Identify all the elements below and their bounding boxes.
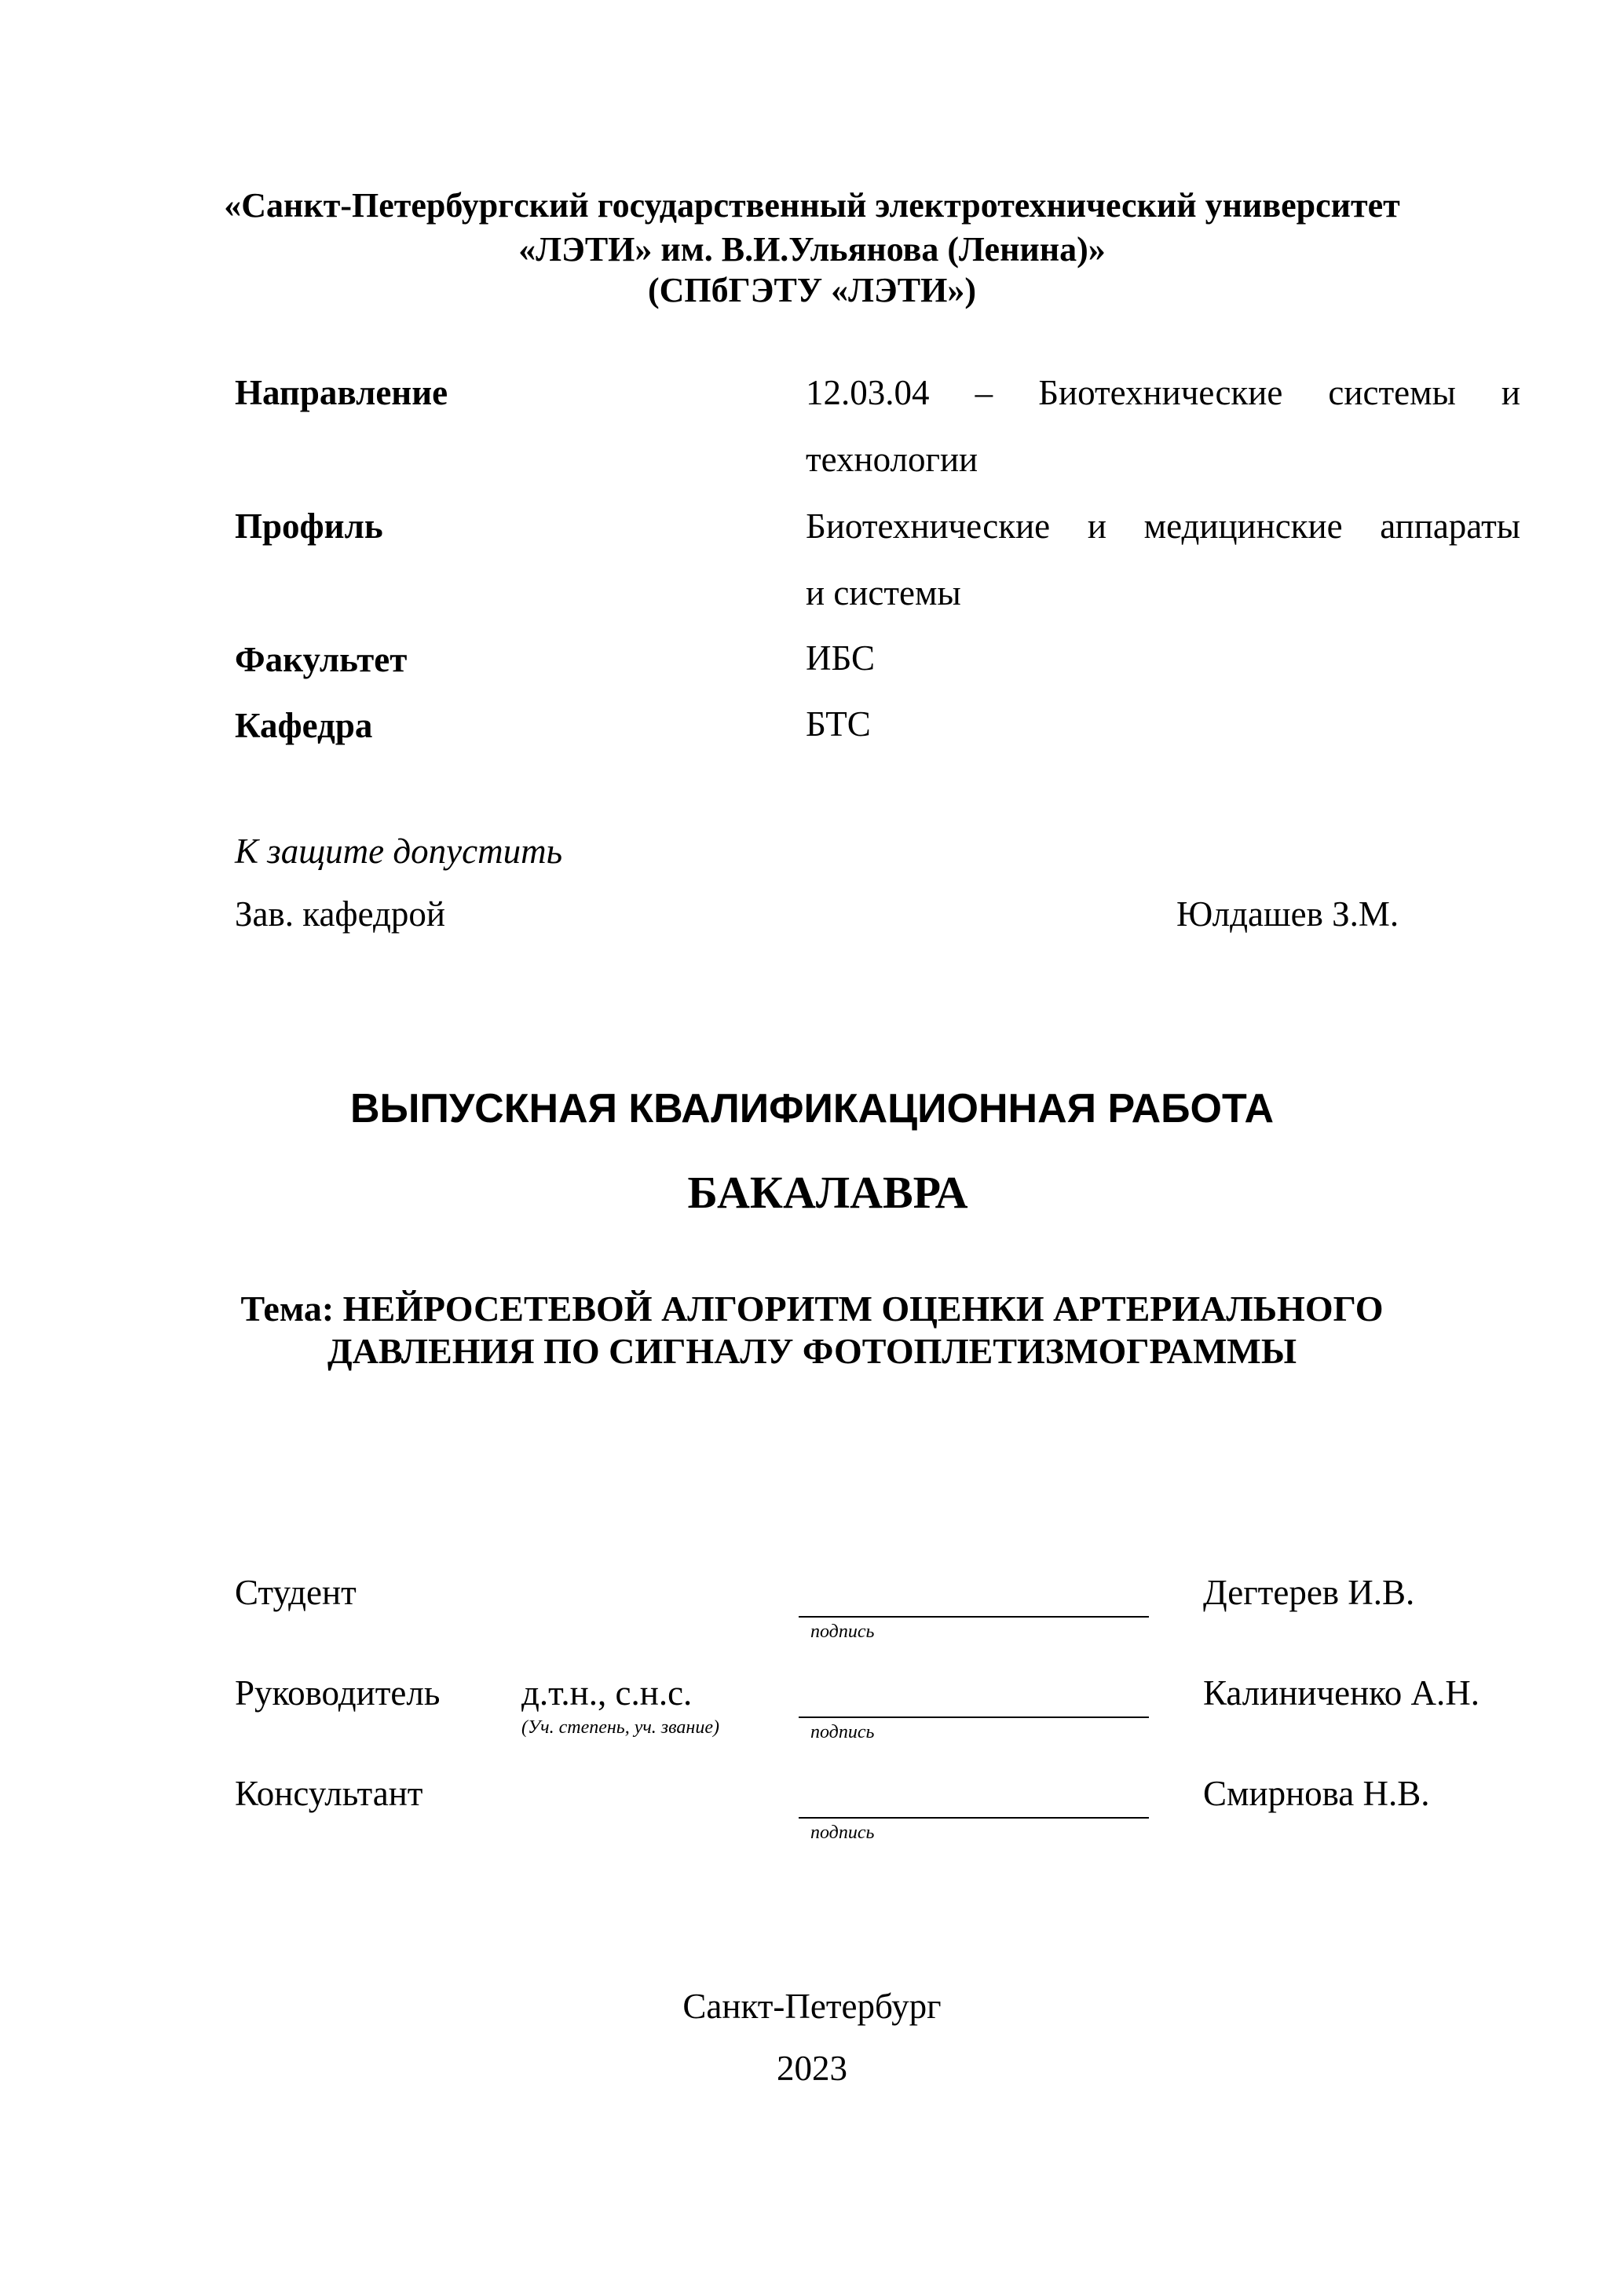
approval-title: К защите допустить	[235, 832, 563, 871]
supervisor-degree: д.т.н., с.н.с.	[521, 1673, 693, 1713]
direction-label: Направление	[235, 373, 448, 412]
direction-value-line1: 12.03.04 – Биотехнические системы и	[806, 373, 1520, 412]
supervisor-signature-hint: подпись	[810, 1722, 875, 1742]
approval-role: Зав. кафедрой	[235, 894, 445, 934]
footer-city: Санкт-Петербург	[682, 1987, 942, 2026]
profile-value-line1: Биотехнические и медицинские аппараты	[806, 506, 1520, 546]
faculty-label: Факультет	[235, 640, 408, 679]
consultant-signature-hint: подпись	[810, 1823, 875, 1843]
approval-name: Юлдашев З.М.	[1176, 894, 1399, 934]
topic-line1	[0, 1291, 1624, 1327]
topic-prefix: Тема:	[240, 1289, 335, 1329]
university-name-line1: «Санкт-Петербургский государственный электротехнический университет	[224, 186, 1400, 225]
university-name-line2: «ЛЭТИ» им. В.И.Ульянова (Ленина)»	[518, 230, 1106, 269]
consultant-role: Консультант	[235, 1774, 423, 1813]
degree-title: БАКАЛАВРА	[687, 1167, 968, 1218]
supervisor-name: Калиниченко А.Н.	[1203, 1673, 1480, 1713]
profile-label: Профиль	[235, 506, 383, 546]
faculty-value: ИБС	[806, 638, 876, 678]
profile-value-line2: и системы	[806, 573, 961, 612]
direction-value-line2: технологии	[806, 440, 978, 479]
student-signature-line	[799, 1616, 1149, 1618]
consultant-signature-line	[799, 1817, 1149, 1819]
student-role: Студент	[235, 1573, 357, 1612]
supervisor-degree-hint: (Уч. степень, уч. звание)	[521, 1717, 719, 1738]
student-signature-hint: подпись	[810, 1621, 875, 1642]
student-name: Дегтерев И.В.	[1203, 1573, 1415, 1612]
topic-text-line1: НЕЙРОСЕТЕВОЙ АЛГОРИТМ ОЦЕНКИ АРТЕРИАЛЬНОГО	[342, 1289, 1384, 1329]
supervisor-role: Руководитель	[235, 1673, 441, 1713]
footer-year: 2023	[777, 2049, 847, 2088]
university-abbrev: (СПбГЭТУ «ЛЭТИ»)	[648, 271, 976, 309]
topic-text-line2: ДАВЛЕНИЯ ПО СИГНАЛУ ФОТОПЛЕТИЗМОГРАММЫ	[327, 1331, 1297, 1371]
supervisor-signature-line	[799, 1717, 1149, 1718]
department-label: Кафедра	[235, 706, 373, 745]
work-type-title: ВЫПУСКНАЯ КВАЛИФИКАЦИОННАЯ РАБОТА	[349, 1086, 1275, 1132]
department-value: БТС	[806, 704, 871, 744]
consultant-name: Смирнова Н.В.	[1203, 1774, 1430, 1813]
